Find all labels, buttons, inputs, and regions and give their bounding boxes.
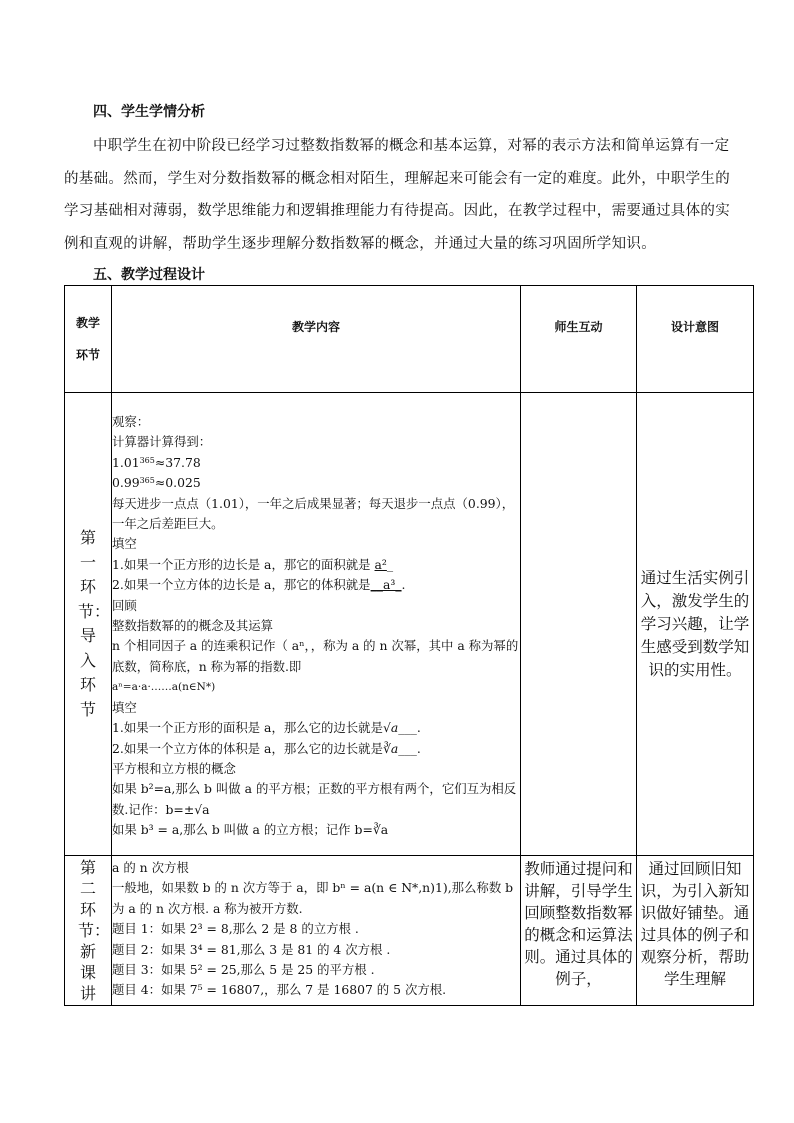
question-square-side: 1.如果一个正方形的面积是 a，那么它的边长就是√a___. — [112, 720, 421, 736]
new-lesson-interaction-cell — [521, 856, 637, 1006]
header-stage-line2: 环节 — [75, 348, 100, 362]
example-3: 题目 3：如果 5² = 25,那么 5 是 25 的平方根 . — [112, 962, 375, 978]
new-lesson-interaction-text: 教师通过提问和讲解，引导学生回顾整数指数幂的概念和运算法则。通过具体的例子， — [524, 860, 633, 988]
calc-label: 计算器计算得到： — [112, 434, 212, 450]
roots-title: 平方根和立方根的概念 — [112, 760, 236, 776]
table-row-intro — [65, 393, 754, 856]
new-lesson-intent-text: 通过回顾旧知识，为引入新知识做好铺垫。通过具体的例子和观察分析，帮助学生理解 — [640, 860, 750, 988]
example-1: 题目 1：如果 2³ = 8,那么 2 是 8 的立方根 . — [112, 921, 359, 937]
question-cube-volume: 2.如果一个立方体的边长是 a，那它的体积就是__a³_. — [112, 577, 406, 593]
table-header-row — [65, 286, 754, 393]
header-interaction: 师生互动 — [554, 320, 603, 334]
section-heading-4: 四、学生学情分析 — [93, 104, 205, 120]
example-2: 题目 2：如果 3⁴ = 81,那么 3 是 81 的 4 次方根 . — [112, 941, 391, 957]
daily-progress-text: 每天进步一点点（1.01），一年之后成果显著；每天退步一点点（0.99），一年之后差距巨大。 — [112, 495, 515, 532]
equation-2: $0.99^{365}\approx 0.025$ — [112, 475, 201, 491]
question-square-area: 1.如果一个正方形的边长是 a，那它的面积就是 a²_ — [112, 556, 394, 572]
cube-root-definition: 如果 b³ = a,那么 b 叫做 a 的立方根；记作 b=∛a — [112, 822, 389, 838]
header-content: 教学内容 — [291, 320, 340, 334]
intro-intent-cell — [637, 393, 754, 856]
fill-blank-label-1: 填空 — [112, 536, 137, 552]
intro-interaction-cell — [521, 393, 637, 856]
power-formula: aⁿ=a·a·……a(n∈N*) — [112, 681, 216, 694]
example-4: 题目 4：如果 7⁵ = 16807,，那么 7 是 16807 的 5 次方根. — [112, 982, 447, 998]
nth-root-title: a 的 n 次方根 — [112, 860, 189, 875]
observe-label: 观察： — [112, 414, 150, 429]
intro-content-cell — [112, 393, 521, 856]
stage-new-lesson-label: 第 二 环 节： 新 课 讲 — [78, 858, 111, 1003]
nth-root-definition: 一般地，如果数 b 的 n 次方等于 a，即 bⁿ = a(n ∈ N*,n)1),那么称数 b 为 a 的 n 次方根. a 称为被开方数. — [112, 880, 514, 916]
section-heading-5: 五、教学过程设计 — [93, 267, 205, 283]
intro-intent-text: 通过生活实例引入，激发学生的学习兴趣，让学生感受到数学知识的实用性。 — [640, 568, 750, 679]
equation-1: $1.01^{365}\approx 37.78$ — [112, 454, 201, 470]
fill-blank-label-2: 填空 — [112, 699, 137, 715]
new-lesson-content-cell — [112, 856, 521, 1006]
stage-intro-label: 第 一 环 节： 导 入 环 节 — [78, 528, 111, 719]
learner-analysis-paragraph: 中职学生在初中阶段已经学习过整数指数幂的概念和基本运算，对幂的表示方法和简单运算有一定的基础。然而，学生对分数指数幂的概念相对陌生，理解起来可能会有一定的难度。此外，中职学生的学习基础相对薄弱，数学思维能力和逻辑推理能力有待提高。因此，在教学过程中，需要通过具体的实例和直观的讲解，帮助学生逐步理解分数指数幂的概念，并通过大量的练习巩固所学知识。 — [64, 138, 730, 252]
teaching-process-table — [64, 285, 754, 1006]
review-label: 回顾 — [112, 597, 137, 613]
table-row-new-lesson — [65, 856, 754, 1006]
new-lesson-intent-cell — [637, 856, 754, 1006]
header-stage-line1: 教学 — [75, 316, 100, 330]
question-cube-side: 2.如果一个立方体的体积是 a，那么它的边长就是∛a___. — [112, 740, 421, 756]
concept-title: 整数指数幂的的概念及其运算 — [112, 618, 274, 634]
header-intent: 设计意图 — [670, 320, 719, 334]
square-root-definition: 如果 b²=a,那么 b 叫做 a 的平方根；正数的平方根有两个，它们互为相反数.记作：b=±√a — [112, 781, 517, 817]
concept-text: n 个相同因子 a 的连乘积记作（ aⁿ，，称为 a 的 n 次幂，其中 a 称为幂的底数，简称底，n 称为幂的指数.即 — [112, 638, 519, 674]
